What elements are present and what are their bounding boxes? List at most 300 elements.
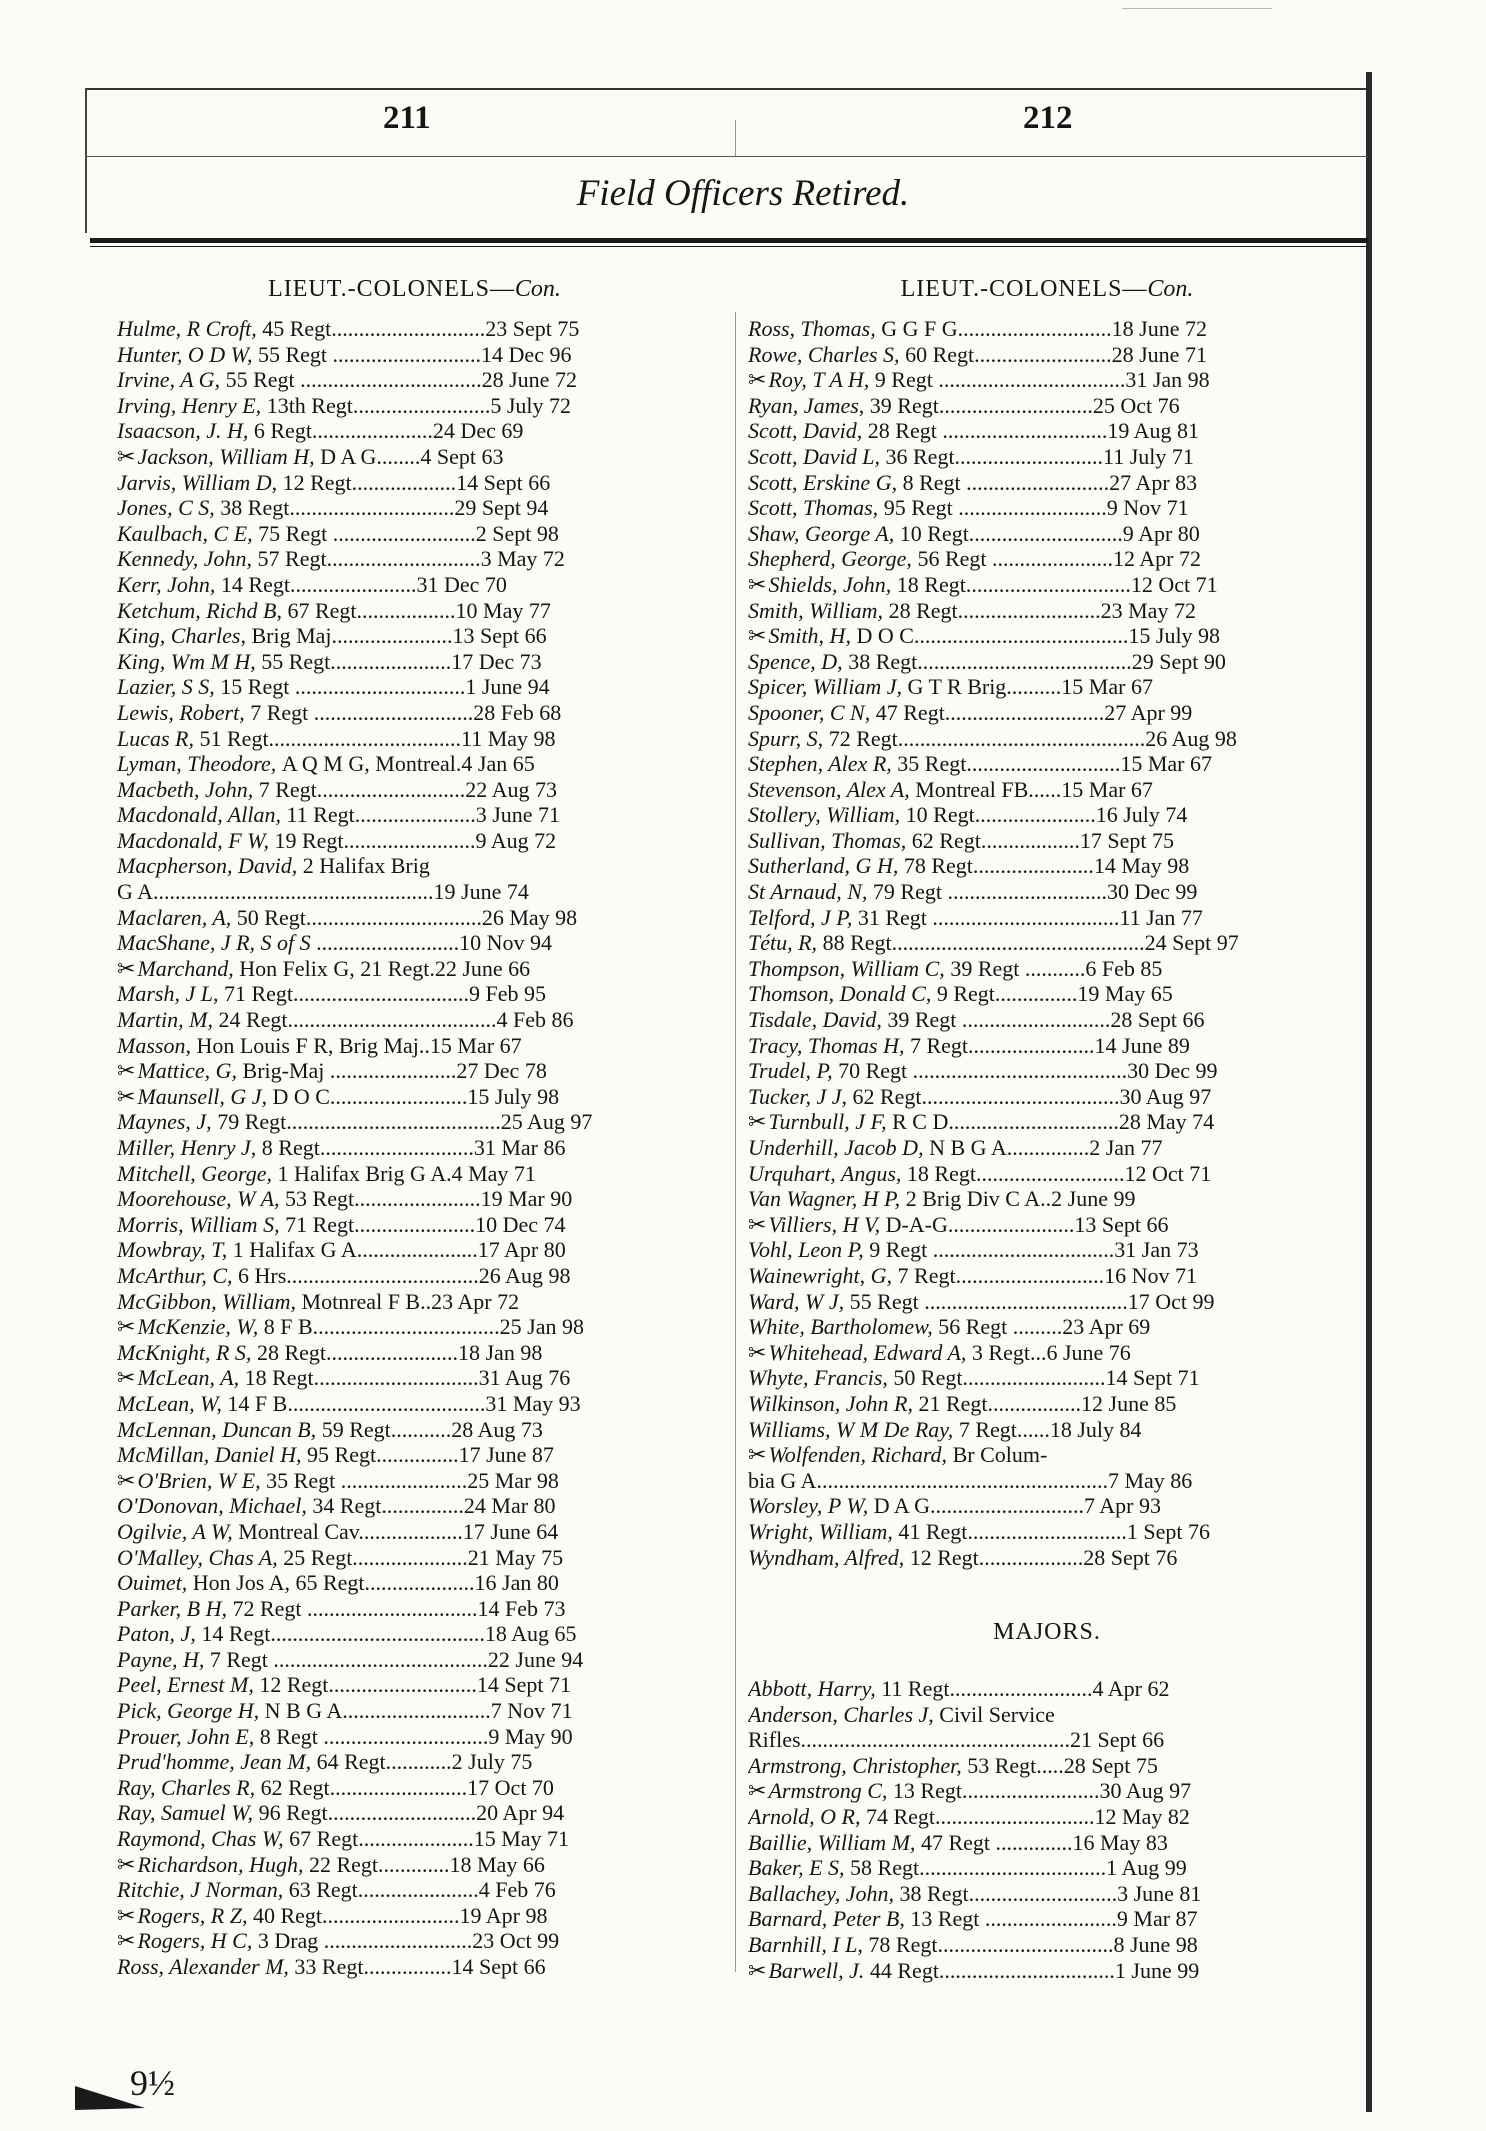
list-item [117,674,712,700]
list-item [748,1804,1346,1830]
entry-name: Spence, D, [748,648,849,674]
entry-name: O'Donovan, Michael, [117,1493,313,1519]
list-item [748,956,1346,982]
list-item [748,1263,1346,1289]
entry-detail: 39 Regt............................25 Oct 76 [869,392,1180,418]
list-item [117,1007,712,1033]
entry-detail: 67 Regt..................10 May 77 [287,597,551,623]
list-item [117,1161,712,1187]
entry-name: White, Bartholomew, [748,1314,939,1340]
entry-detail: 7 Regt .......................................22 June 94 [209,1646,584,1672]
entry-detail: 38 Regt...........................3 June 81 [899,1880,1202,1906]
list-item [117,1237,712,1263]
entry-name: Morris, William S, [117,1211,286,1237]
list-item [117,342,712,368]
entry-name: Vohl, Leon P, [748,1237,870,1263]
list-item [117,444,712,470]
frame-top-border [85,88,1368,90]
list-item [117,470,712,496]
entry-detail: 41 Regt.............................1 Sept 76 [898,1518,1211,1544]
entry-name: Sullivan, Thomas, [748,827,912,853]
list-item [117,623,712,649]
entry-name: McGibbon, William, [117,1288,302,1314]
entry-name: Barnard, Peter B, [748,1906,911,1932]
entry-name: Whyte, Francis, [748,1365,894,1391]
list-item [117,981,712,1007]
entry-detail: Brig-Maj .......................27 Dec 78 [242,1058,547,1084]
top-edge-line [1122,8,1272,9]
right-column [748,270,1346,1983]
entry-name: Jackson, William H, [137,443,321,469]
entry-detail: 33 Regt................14 Sept 66 [294,1954,546,1979]
entry-detail: 57 Regt............................3 May 72 [257,546,565,572]
entry-name: Thomson, Donald C, [748,981,937,1007]
list-item [748,1676,1346,1702]
entry-detail: 9 Regt .................................31 Jan 73 [869,1237,1199,1263]
entry-detail: 62 Regt.........................17 Oct 70 [260,1774,554,1800]
entry-name: Baker, E S, [748,1855,851,1881]
entry-detail: 38 Regt..............................29 Sept 94 [220,495,549,521]
header-rule [85,156,1368,157]
entry-detail: 56 Regt .........23 Apr 69 [938,1314,1151,1340]
entry-name: Prouer, John E, [117,1723,260,1749]
entry-detail: 62 Regt..................17 Sept 75 [911,827,1174,853]
entry-detail: Civil Service [939,1701,1055,1727]
entry-name: Smith, H, [768,623,857,649]
entry-detail: 2 Halifax Brig [302,853,430,879]
list-item [117,1263,712,1289]
list-item [117,367,712,393]
list-item [748,1727,1346,1753]
header-center-divider [735,120,736,156]
entry-detail: 44 Regt................................1 June 99 [869,1957,1200,1983]
entry-detail: 12 Regt...................14 Sept 66 [282,469,551,495]
entry-name: O'Malley, Chas A, [117,1544,284,1570]
list-item [748,1702,1346,1728]
entry-name: Shepherd, George, [748,546,918,572]
entry-detail: 9 Regt...............19 May 65 [936,981,1173,1007]
entry-name: Ward, W J, [748,1288,850,1314]
entry-name: Masson, [117,1032,197,1058]
list-item [748,700,1346,726]
entry-detail: 3 Drag ...........................23 Oct 99 [257,1928,560,1954]
list-item [748,1084,1346,1110]
entry-detail: 47 Regt ..............16 May 83 [920,1829,1168,1855]
entry-detail: 55 Regt .................................28 June 72 [225,367,577,393]
entry-detail: 63 Regt......................4 Feb 76 [288,1877,556,1903]
entry-name: Shaw, George A, [748,520,900,546]
entry-detail: 50 Regt..........................14 Sept 71 [893,1365,1200,1391]
scissors-icon: ✂ [748,1211,767,1237]
list-item [748,444,1346,470]
entry-name: Abbott, Harry, [748,1676,882,1702]
entry-detail: 7 Regt.......................14 June 89 [909,1032,1190,1058]
entry-detail: Motnreal F B..23 Apr 72 [301,1288,520,1314]
entry-name: Tisdale, David, [748,1007,888,1033]
list-item [117,1903,712,1929]
entry-name: Wolfenden, Richard, [768,1442,953,1468]
entry-detail: 14 F B....................................31 May 93 [227,1390,581,1416]
entry-name: Stollery, William, [748,802,906,828]
entry-detail: Hon Jos A, 65 Regt....................16 Jan 80 [192,1570,559,1596]
entry-detail: 3 Regt...6 June 76 [971,1339,1131,1365]
list-item [748,930,1346,956]
entry-detail: 21 Regt.................12 June 85 [918,1390,1177,1416]
entry-detail: 55 Regt ...........................14 Dec 96 [257,341,572,367]
entry-name: Kerr, John, [117,571,221,597]
entry-detail: 38 Regt.......................................29 Sept 90 [848,648,1226,674]
list-item [117,1954,712,1980]
list-item [117,1314,712,1340]
list-item [117,1621,712,1647]
entry-detail: 95 Regt...............17 June 87 [307,1442,554,1468]
list-item [117,1647,712,1673]
list-item [117,1698,712,1724]
right-entry-list [748,316,1346,1570]
entry-detail: 14 Regt.......................31 Dec 70 [220,571,507,597]
list-item [748,1519,1346,1545]
list-item [117,1570,712,1596]
list-item [117,751,712,777]
entry-name: Pick, George H, [117,1698,265,1724]
entry-name: Raymond, Chas W, [117,1826,290,1852]
entry-name: Rowe, Charles S, [748,341,906,367]
entry-name: Trudel, P, [748,1058,839,1084]
left-entry-list [117,316,712,1980]
entry-name: King, Wm M H, [117,648,262,674]
list-item [117,1109,712,1135]
list-item [748,649,1346,675]
list-item [117,598,712,624]
entry-detail: 1 Halifax Brig G A.4 May 71 [277,1160,536,1186]
entry-detail: 24 Regt......................................4 Feb 86 [218,1007,574,1033]
entry-name: Barnhill, I L, [748,1932,869,1958]
entry-name: Baillie, William M, [748,1829,921,1855]
entry-detail: 18 Regt..............................12 Oct 71 [896,571,1218,597]
list-item [748,1237,1346,1263]
entry-detail: 19 Regt........................9 Aug 72 [274,827,557,853]
list-item [117,1442,712,1468]
entry-name: Jones, C S, [117,495,221,521]
entry-name: Tétu, R, [748,930,823,956]
entry-detail: G A...................................................19 June 74 [117,879,529,905]
entry-name: Ouimet, [117,1570,193,1596]
entry-detail: N B G A...............2 Jan 77 [929,1135,1163,1160]
scissors-icon: ✂ [117,1314,136,1340]
entry-name: King, Charles, [117,623,252,649]
list-item [748,777,1346,803]
majors-entry-list [748,1676,1346,1983]
list-item [117,1928,712,1954]
entry-detail: 45 Regt............................23 Sept 75 [262,316,580,341]
entry-detail: Rifles.................................................21 Sept 66 [748,1727,1165,1753]
entry-detail: 12 Regt...................28 Sept 76 [909,1544,1178,1570]
list-item [748,1417,1346,1443]
list-item [117,546,712,572]
entry-name: McArthur, C, [117,1262,238,1288]
list-item [748,879,1346,905]
entry-name: Irvine, A G, [117,367,226,393]
list-item [117,1340,712,1366]
list-item [117,1391,712,1417]
scissors-icon: ✂ [748,623,767,649]
entry-detail: 74 Regt.............................12 May 82 [865,1804,1190,1830]
right-heading-text: LIEUT.-COLONELS— [900,276,1148,302]
entry-name: Hulme, R Croft, [117,316,263,341]
list-item [748,598,1346,624]
entry-name: Scott, David, [748,418,868,444]
entry-name: Turnbull, J F, [768,1109,893,1135]
entry-detail: bia G A.....................................................7 May 86 [748,1467,1193,1493]
entry-detail: 78 Regt......................14 May 98 [903,853,1190,879]
entry-name: Lucas R, [117,725,200,751]
entry-detail: 28 Regt........................18 Jan 98 [256,1339,543,1365]
entry-detail: 79 Regt.......................................25 Aug 97 [217,1109,593,1135]
entry-name: Stevenson, Alex A, [748,776,916,802]
list-item [117,1135,712,1161]
entry-detail: 56 Regt ......................12 Apr 72 [917,546,1201,572]
list-item [748,674,1346,700]
list-item [117,700,712,726]
list-item [748,1855,1346,1881]
list-item [748,1493,1346,1519]
entry-name: Ritchie, J Norman, [117,1877,289,1903]
list-item [117,879,712,905]
entry-detail: 70 Regt .......................................30 Dec 99 [838,1058,1218,1084]
entry-name: Armstrong, Christopher, [748,1752,968,1778]
right-column-heading [748,270,1346,316]
entry-name: Ketchum, Richd B, [117,597,288,623]
right-heading-con: Con. [1147,276,1194,302]
entry-name: Isaacson, J. H, [117,418,254,444]
list-item [748,1289,1346,1315]
entry-detail: 71 Regt......................10 Dec 74 [285,1211,566,1237]
list-item [117,1545,712,1571]
entry-name: Arnold, O R, [748,1804,866,1830]
folio-number: 9½ [130,2063,175,2103]
entry-detail: 95 Regt ...........................9 Nov 71 [883,495,1189,521]
column-divider [735,312,736,1972]
entry-name: Martin, M, [117,1007,219,1033]
entry-detail: 13 Regt.........................30 Aug 97 [892,1778,1192,1804]
entry-name: Van Wagner, H P, [748,1186,906,1212]
entry-name: Rogers, R Z, [137,1902,253,1928]
title-rule-thick [90,238,1368,243]
list-item [748,521,1346,547]
entry-name: Ross, Alexander M, [117,1954,295,1979]
entry-name: Macdonald, F W, [117,827,275,853]
entry-detail: 7 Regt...........................22 Aug 73 [258,776,557,802]
entry-detail: Br Colum- [952,1442,1048,1468]
entry-detail: 47 Regt.............................27 Apr 99 [875,699,1193,725]
list-item [748,342,1346,368]
entry-detail: 9 Regt ..................................31 Jan 98 [874,367,1210,393]
entry-name: Mattice, G, [137,1058,243,1084]
entry-name: Paton, J, [117,1621,202,1647]
entry-name: Lazier, S S, [117,674,221,700]
entry-name: Scott, Erskine G, [748,469,903,495]
entry-detail: D A G........4 Sept 63 [320,443,504,469]
entry-detail: 28 Regt ..............................19 Aug 81 [867,418,1199,444]
list-item [117,905,712,931]
list-item [117,495,712,521]
entry-name: Spicer, William J, [748,674,908,700]
list-item [117,1365,712,1391]
entry-detail: 10 Regt......................16 July 74 [905,802,1188,828]
list-item [117,316,712,342]
list-item [748,1109,1346,1135]
entry-name: Rogers, H C, [137,1928,258,1954]
list-item [748,418,1346,444]
entry-name: Ogilvie, A W, [117,1518,239,1544]
entry-detail: 79 Regt .............................30 Dec 99 [872,879,1198,905]
entry-name: O'Brien, W E, [137,1467,267,1493]
scissors-icon: ✂ [117,955,136,981]
list-item [117,1596,712,1622]
entry-detail: 58 Regt..................................1 Aug 99 [850,1855,1187,1881]
entry-detail: 55 Regt......................17 Dec 73 [261,648,542,674]
entry-detail: 35 Regt .......................25 Mar 98 [266,1467,559,1493]
list-item [117,1519,712,1545]
list-item [748,1365,1346,1391]
entry-name: McKenzie, W, [137,1314,264,1340]
entry-name: MacShane, J R, S of S [117,930,317,956]
list-item [748,1881,1346,1907]
entry-name: Prud'homme, Jean M, [117,1749,317,1775]
list-item [117,956,712,982]
entry-detail: 78 Regt................................8 June 98 [868,1932,1198,1958]
entry-detail: D O C.......................................15 July 98 [856,623,1221,649]
page-edge-mark [75,2086,145,2110]
entry-name: Moorehouse, W A, [117,1186,286,1212]
entry-name: Spooner, C N, [748,699,876,725]
entry-detail: 22 Regt.............18 May 66 [308,1851,545,1877]
entry-name: Wright, William, [748,1518,899,1544]
scissors-icon: ✂ [748,1957,767,1983]
entry-detail: 75 Regt ..........................2 Sept 98 [258,520,559,546]
list-item [748,1007,1346,1033]
list-item [117,1084,712,1110]
list-item [748,1161,1346,1187]
list-item [748,572,1346,598]
list-item [117,1289,712,1315]
entry-detail: R C D...............................28 May 74 [892,1109,1215,1135]
entry-name: Richardson, Hugh, [137,1851,309,1877]
list-item [748,828,1346,854]
entry-detail: 1 Halifax G A......................17 Apr 80 [232,1237,566,1263]
list-item [117,1058,712,1084]
entry-detail: 8 Regt............................31 Mar 86 [261,1135,566,1160]
entry-detail: 12 Regt...........................14 Sept 71 [259,1672,572,1698]
list-item [117,1033,712,1059]
entry-name: McLean, W, [117,1390,228,1416]
entry-detail: 7 Regt...........................16 Nov 71 [897,1262,1197,1288]
entry-name: Macdonald, Allan, [117,802,287,828]
entry-name: Kennedy, John, [117,546,258,572]
entry-name: Miller, Henry J, [117,1135,262,1160]
scissors-icon: ✂ [117,1902,136,1928]
entry-name: Whitehead, Edward A, [768,1339,972,1365]
left-column [117,270,712,1980]
entry-name: Marsh, J L, [117,981,224,1007]
list-item [748,1033,1346,1059]
list-item [117,1749,712,1775]
entry-name: Maclaren, A, [117,904,237,930]
section-title: Field Officers Retired. [576,173,910,214]
list-item [117,1724,712,1750]
entry-detail: 18 Regt...........................12 Oct 71 [906,1160,1212,1186]
entry-detail: Brig Maj......................13 Sept 66 [251,623,547,649]
frame-right-border [1366,72,1372,2112]
entry-detail: Montreal FB......15 Mar 67 [915,776,1153,802]
entry-detail: 8 Regt ..........................27 Apr 83 [902,469,1198,495]
list-item [748,905,1346,931]
entry-detail: 14 Regt.......................................18 Aug 65 [201,1621,577,1647]
list-item [748,1753,1346,1779]
entry-name: Thompson, William C, [748,955,951,981]
page-number-left: 211 [383,100,431,136]
majors-heading: MAJORS. [993,1619,1101,1646]
scissors-icon: ✂ [117,1083,136,1109]
list-item [117,1212,712,1238]
list-item [117,393,712,419]
entry-name: Marchand, [137,955,240,981]
entry-name: Parker, B H, [117,1595,233,1621]
entry-name: Anderson, Charles J, [748,1701,940,1727]
list-item [117,1672,712,1698]
list-item [117,649,712,675]
list-item [748,1058,1346,1084]
list-item [117,572,712,598]
list-item [748,1314,1346,1340]
entry-detail: 8 F B..................................25 Jan 98 [263,1314,584,1340]
entry-detail: 71 Regt................................9 Feb 95 [223,981,547,1007]
entry-detail: 35 Regt............................15 Mar 67 [897,751,1212,777]
entry-name: Worsley, P W, [748,1493,874,1519]
entry-name: Scott, David L, [748,443,886,469]
entry-name: Maunsell, G J, [137,1083,273,1109]
list-item [748,1778,1346,1804]
entry-detail: 15 Regt ...............................1 June 94 [220,674,550,700]
left-column-heading [117,270,712,316]
entry-name: Ross, Thomas, [748,316,882,341]
entry-name: Williams, W M De Ray, [748,1416,959,1442]
entry-name: Villiers, H V, [768,1211,886,1237]
entry-detail: 51 Regt...................................11 May 98 [199,725,556,751]
entry-detail: 39 Regt ...........................28 Sept 66 [887,1007,1205,1033]
entry-name: Stephen, Alex R, [748,751,898,777]
scissors-icon: ✂ [117,1058,136,1084]
list-item [748,623,1346,649]
entry-detail: 53 Regt.....28 Sept 75 [967,1752,1158,1778]
entry-detail: Hon Felix G, 21 Regt.22 June 66 [239,955,531,981]
list-item [748,726,1346,752]
entry-name: Jarvis, William D, [117,469,283,495]
entry-detail: 34 Regt...............24 Mar 80 [312,1493,556,1519]
entry-detail: 18 Regt..............................31 Aug 76 [244,1365,571,1391]
entry-detail: 62 Regt....................................30 Aug 97 [852,1083,1212,1109]
entry-name: Tracy, Thomas H, [748,1032,910,1058]
entry-detail: 50 Regt................................26 May 98 [236,904,578,930]
list-item [117,1186,712,1212]
entry-detail: D A G............................7 Apr 93 [873,1493,1161,1519]
entry-name: McMillan, Daniel H, [117,1442,308,1468]
entry-detail: 60 Regt.........................28 June 71 [905,341,1207,367]
entry-detail: 96 Regt...........................20 Apr 94 [258,1800,565,1826]
entry-detail: 72 Regt ...............................14 Feb 73 [232,1595,566,1621]
left-heading-text: LIEUT.-COLONELS— [268,276,515,302]
entry-detail: 8 Regt ..............................9 May 90 [259,1723,573,1749]
